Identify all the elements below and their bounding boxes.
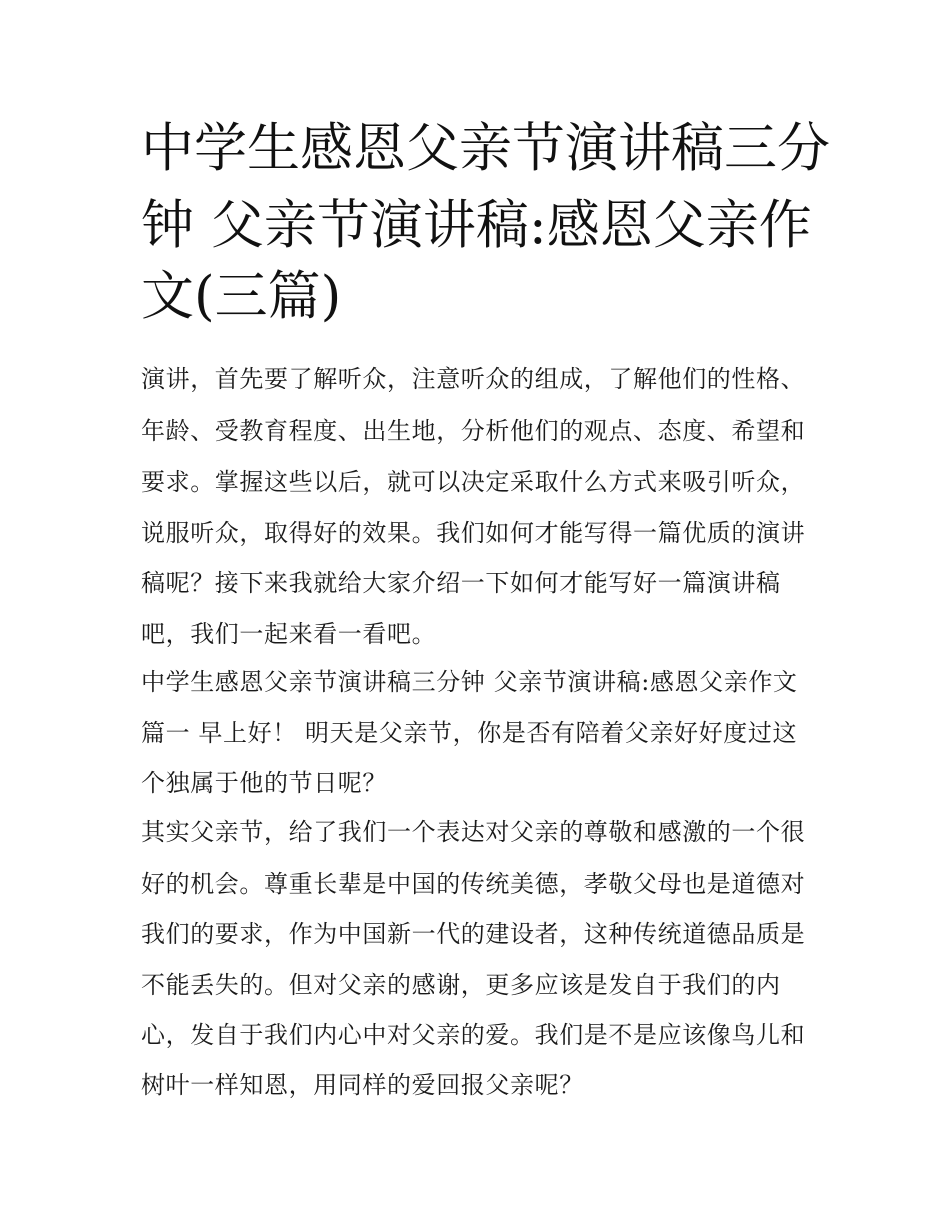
paragraph-line: 其实父亲节，给了我们一个表达对父亲的尊敬和感激的一个很 bbox=[141, 818, 806, 846]
paragraph-line: 中学生感恩父亲节演讲稿三分钟 父亲节演讲稿:感恩父亲作文 bbox=[141, 668, 798, 696]
paragraph-line: 要求。掌握这些以后，就可以决定采取什么方式来吸引听众， bbox=[141, 468, 806, 496]
paragraph-line: 好的机会。尊重长辈是中国的传统美德，孝敬父母也是道德对 bbox=[141, 870, 806, 898]
document-title-line-1: 中学生感恩父亲节演讲稿三分 bbox=[141, 118, 830, 179]
document-title-line-3: 文(三篇) bbox=[141, 266, 342, 327]
document-title-line-2: 钟 父亲节演讲稿:感恩父亲作 bbox=[141, 195, 812, 256]
paragraph-line: 我们的要求，作为中国新一代的建设者，这种传统道德品质是 bbox=[141, 920, 806, 948]
paragraph-line: 个独属于他的节日呢？ bbox=[141, 769, 387, 797]
paragraph-line: 篇一 早上好！ 明天是父亲节，你是否有陪着父亲好好度过这 bbox=[141, 719, 798, 747]
paragraph-line: 演讲，首先要了解听众，注意听众的组成，了解他们的性格、 bbox=[141, 365, 806, 393]
paragraph-line: 稿呢？接下来我就给大家介绍一下如何才能写好一篇演讲稿 bbox=[141, 569, 781, 597]
paragraph-line: 年龄、受教育程度、出生地，分析他们的观点、态度、希望和 bbox=[141, 417, 806, 445]
paragraph-line: 说服听众，取得好的效果。我们如何才能写得一篇优质的演讲 bbox=[141, 519, 806, 547]
paragraph-line: 心，发自于我们内心中对父亲的爱。我们是不是应该像鸟儿和 bbox=[141, 1021, 806, 1049]
paragraph-line: 吧，我们一起来看一看吧。 bbox=[141, 620, 437, 648]
paragraph-line: 不能丢失的。但对父亲的感谢，更多应该是发自于我们的内 bbox=[141, 971, 781, 999]
paragraph-line: 树叶一样知恩，用同样的爱回报父亲呢？ bbox=[141, 1071, 584, 1099]
